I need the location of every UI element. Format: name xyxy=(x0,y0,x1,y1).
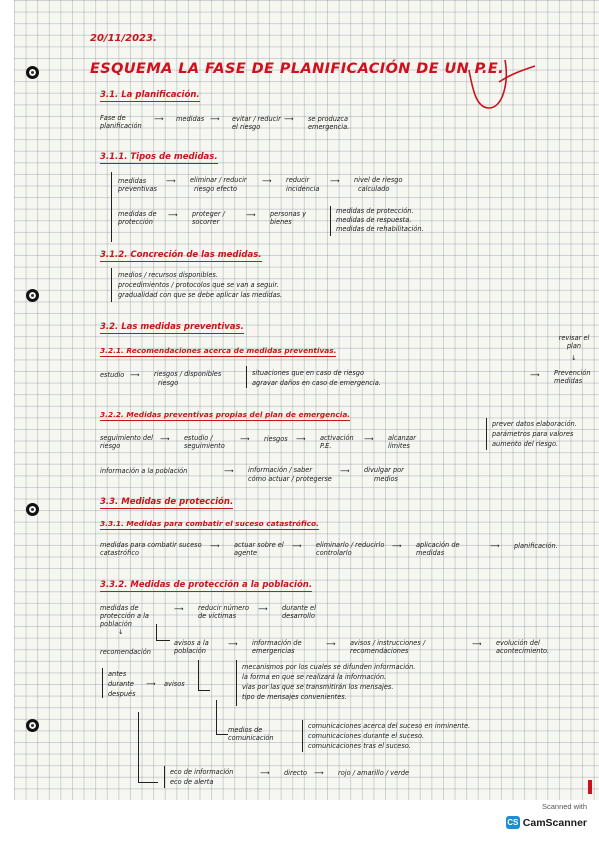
s332-nb1: comunicaciones acerca del suceso en inminente. xyxy=(308,722,471,730)
s31-left: Fase de planificación xyxy=(100,114,142,130)
s332-notice-label: medios de comunicación xyxy=(228,726,274,742)
heading-3-3-2: 3.3.2. Medidas de protección a la población. xyxy=(100,580,313,590)
s311-prev-3: nivel de riesgo xyxy=(354,176,403,184)
s321-side-top: revisar el plan xyxy=(558,334,590,350)
s31-n3: se produzca emergencia. xyxy=(308,115,350,131)
s322-l2-n2: divulgar por xyxy=(364,466,404,474)
s332-row2-n2: avisos / instrucciones / recomendaciones xyxy=(350,639,426,655)
scan-caption: Scanned with xyxy=(541,802,587,811)
s322-l1-n1: estudio / seguimiento xyxy=(184,434,225,450)
s311-prot-label: medidas de protección xyxy=(118,210,157,226)
heading-3-1-2: 3.1.2. Concreción de las medidas. xyxy=(100,250,262,260)
s322-r1: prever datos elaboración. xyxy=(492,420,577,428)
s332-row2-n3: evolución del acontecimiento. xyxy=(496,639,550,655)
binder-hole-icon xyxy=(26,503,39,516)
heading-3-3: 3.3. Medidas de protección. xyxy=(100,497,234,507)
s311-prot-1: proteger / socorrer xyxy=(192,210,225,226)
s311-prot-2: personas y bienes xyxy=(270,210,307,226)
s332-b4: tipo de mensajes convenientes. xyxy=(242,693,347,701)
s331-n4: planificación. xyxy=(514,542,558,550)
s311-prev-label: medidas preventivas xyxy=(118,177,157,193)
s331-left: medidas para combatir suceso catastrófico xyxy=(100,541,202,557)
s311-prev-3b: calculado xyxy=(358,185,390,193)
s322-r3: aumento del riesgo. xyxy=(492,440,559,448)
s322-l2-n1: información / saber xyxy=(248,466,313,474)
s311-prev-2: reducir xyxy=(286,176,310,184)
s332-time-label: avisos xyxy=(164,680,185,688)
s332-last3: rojo / amarillo / verde xyxy=(338,769,410,777)
s311-prev-2b: incidencia xyxy=(286,185,320,193)
binder-hole-icon xyxy=(26,719,39,732)
s332-last1: eco de información xyxy=(170,768,234,776)
camscanner-watermark xyxy=(499,802,587,838)
s321-right: Prevención medidas xyxy=(554,369,591,385)
s322-l2-n1b: cómo actuar / protegerse xyxy=(248,475,332,483)
s321-n1b: riesgo xyxy=(158,379,179,387)
s332-b1: mecanismos por los cuales se difunden información. xyxy=(242,663,416,671)
s332-n1: reducir número de víctimas xyxy=(198,604,249,620)
s332-time3: después xyxy=(108,690,136,698)
binder-hole-icon xyxy=(26,66,39,79)
scanner-name: CamScanner xyxy=(522,816,587,829)
s332-time1: antes xyxy=(108,670,127,678)
s332-nb2: comunicaciones durante el suceso. xyxy=(308,732,425,740)
heading-3-3-1: 3.3.1. Medidas para combatir el suceso catastrófico. xyxy=(100,519,319,528)
s322-l1-n2: riesgos xyxy=(264,435,288,443)
heading-3-1-1: 3.1.1. Tipos de medidas. xyxy=(100,152,218,162)
s312-b1: medios / recursos disponibles. xyxy=(118,271,218,279)
s321-b2: agravar daños en caso de emergencia. xyxy=(252,379,381,387)
s321-b1: situaciones que en caso de riesgo xyxy=(252,369,365,377)
heading-3-2-1: 3.2.1. Recomendaciones acerca de medidas preventivas. xyxy=(100,346,337,355)
note-date: 20/11/2023. xyxy=(90,33,157,44)
s322-l1: seguimiento del riesgo xyxy=(100,434,153,450)
s331-n3: aplicación de medidas xyxy=(416,541,460,557)
s322-l2-n2b: medios xyxy=(374,475,398,483)
s321-n1: riesgos / disponibles xyxy=(154,370,222,378)
heading-3-2-2: 3.2.2. Medidas preventivas propias del plan de emergencia. xyxy=(100,410,351,419)
s311-prot-b1: medidas de protección. xyxy=(336,207,414,215)
doodle-mark xyxy=(459,52,539,114)
s311-prev-1: eliminar / reducir xyxy=(190,176,247,184)
s332-row2-left: recomendación xyxy=(100,648,151,656)
s321-left: estudio xyxy=(100,371,125,379)
s332-time2: durante xyxy=(108,680,134,688)
s332-b3: vías por las que se transmitirán los mensajes. xyxy=(242,683,394,691)
red-mark xyxy=(588,780,592,794)
heading-3-2: 3.2. Las medidas preventivas. xyxy=(100,322,244,332)
s331-n1: actuar sobre el agente xyxy=(234,541,284,557)
page-title: ESQUEMA LA FASE DE PLANIFICACIÓN DE UN P.E. xyxy=(90,61,505,77)
grid-paper-sheet: 20/11/2023. ESQUEMA LA FASE DE PLANIFICACIÓN DE UN P.E. 3.1. La planificación. Fase de planificación ⟶ medidas ⟶ evitar / reducir el riesgo ⟶ se produzca emergencia. 3.1.1. Tipos de medidas. medidas preventivas ⟶ eliminar / reducir riesgo efecto ⟶ reducir incidencia ⟶ nivel de riesgo calculado medidas de protección ⟶ proteger / socorrer ⟶ personas y bienes medidas de protección. medidas de respuesta. medidas de rehabilitación. 3.1.2. Concreción de las medidas. medios / recursos disponibles. procedimientos / protocolos que se van a seguir. gradualidad con que se debe aplicar las medidas. 3.2. Las medidas preventivas. 3.2.1. Recomendaciones acerca de medidas preventivas. revisar el plan ↓ estudio ⟶ riesgos / disponibles riesgo situaciones que en caso de riesgo agravar daños en caso de emergencia. ⟶ Prevención medidas 3.2.2. Medidas preventivas propias del plan de emergencia. seguimiento del riesgo ⟶ estudio / seguimiento ⟶ riesgos ⟶ activación P.E. ⟶ alcanzar límites prever datos elaboración. parámetros para valores aumento del riesgo. información a la población ⟶ información / saber cómo actuar / protegerse ⟶ divulgar por medios 3.3. Medidas de protección. 3.3.1. Medidas para combatir el suceso catastrófico. medidas para combatir suceso catastrófico ⟶ actuar sobre el agente ⟶ eliminarlo / reducirlo controlarlo ⟶ aplicación de medidas ⟶ planificación. 3.3.2. Medidas de protección a la población. medidas de protección a la población ⟶ reducir número de víctimas ⟶ durante el desarrollo ↓ recomendación avisos a la población ⟶ información de emergencias ⟶ avisos / instrucciones / recomendaciones ⟶ evolución del acontecimiento. antes durante después ⟶ avisos mecanismos por los cuales se difunden información. la forma en que se realizará la información. vías por las que se transmitirán los mensajes. tipo de mensajes convenientes. medios de comunicación comunicaciones acerca del suceso en inminente. comunicaciones durante el suceso. comunicaciones tras el suceso. eco de información eco de alerta ⟶ directo ⟶ rojo / amarillo / verde xyxy=(14,0,599,800)
s332-row2-mid: avisos a la población xyxy=(174,639,209,655)
s322-l1-n3: activación P.E. xyxy=(320,434,354,450)
s332-last2: directo xyxy=(284,769,308,777)
heading-3-1: 3.1. La planificación. xyxy=(100,90,200,100)
s322-r2: parámetros para valores xyxy=(492,430,574,438)
s331-n2: eliminarlo / reducirlo controlarlo xyxy=(316,541,385,557)
s332-left: medidas de protección a la población xyxy=(100,604,149,628)
camscanner-logo-icon: CS xyxy=(507,818,519,827)
s322-l2: información a la población xyxy=(100,467,188,475)
s312-b3: gradualidad con que se debe aplicar las medidas. xyxy=(118,291,283,299)
s332-b2: la forma en que se realizará la información. xyxy=(242,673,387,681)
s332-nb3: comunicaciones tras el suceso. xyxy=(308,742,411,750)
binder-hole-icon xyxy=(26,289,39,302)
s332-row2-n1: información de emergencias xyxy=(252,639,302,655)
s322-l1-n4: alcanzar límites xyxy=(388,434,416,450)
s31-n2: evitar / reducir el riesgo xyxy=(232,115,281,131)
s332-n2: durante el desarrollo xyxy=(282,604,316,620)
s332-last1b: eco de alerta xyxy=(170,778,214,786)
s311-prev-1b: riesgo efecto xyxy=(194,185,238,193)
s31-n1: medidas xyxy=(176,115,205,123)
s311-prot-b3: medidas de rehabilitación. xyxy=(336,225,424,233)
s311-prot-b2: medidas de respuesta. xyxy=(336,216,412,224)
s312-b2: procedimientos / protocolos que se van a seguir. xyxy=(118,281,279,289)
